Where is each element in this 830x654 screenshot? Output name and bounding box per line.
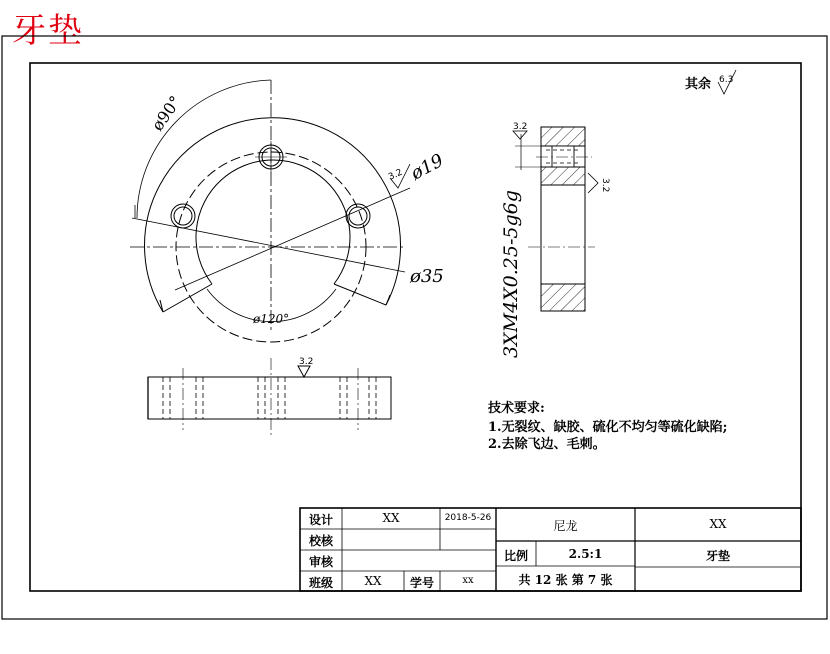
dim-thread: 3XM4X0.25-5g6g [500,190,522,358]
tb-check-label: 校核 [308,534,333,548]
tb-part-name: 牙垫 [705,549,730,563]
hatch-top-a [541,127,585,146]
cut-edge-left [163,284,212,312]
tb-scale-label: 比例 [503,549,528,563]
tb-scale-value: 2.5:1 [568,547,603,561]
tb-class-value: XX [364,574,382,588]
rough-top-front: 3.2 [299,357,314,367]
dim-dia-35: ø35 [410,266,444,287]
dim-angle-90: ø90° [147,92,186,135]
tb-sheet-info: 共 12 张 第 7 张 [518,573,613,587]
tb-design-label: 设计 [308,513,333,527]
tb-review-label: 审核 [308,555,333,569]
rough-side-top: 3.2 [513,122,528,132]
outer-border [2,36,827,619]
inner-arc [196,160,350,284]
tb-material: 尼龙 [553,519,578,533]
surface-roughness-value: 6.3 [719,75,734,85]
roughness-symbol-front [298,366,310,377]
tb-class-label: 班级 [308,576,333,590]
hatch-bottom [541,284,585,311]
tech-req-item-1: 1.无裂纹、缺胶、硫化不均匀等硫化缺陷; [488,420,728,435]
cut-edge-right [334,284,386,305]
surface-note-label: 其余 [685,77,712,92]
dim-dia-120: ø120° [253,312,290,326]
hatch-top-b [541,167,585,185]
tb-design-value: XX [382,511,400,525]
drawing-title: 牙垫 [12,11,84,51]
tech-req-item-2: 2.去除飞边、毛刺。 [488,437,606,452]
tb-student-no-value: xx [462,575,474,586]
tb-company: XX [709,517,727,531]
rough-side-right: 3.2 [600,178,610,193]
rough-hole: 3.2 [387,167,405,183]
dim-hole-19: ø19 [407,150,448,185]
hole-left [171,204,195,228]
tb-date: 2018-5-26 [444,513,492,523]
front-view [148,358,391,435]
hole-right [346,204,370,228]
tech-req-heading: 技术要求: [488,401,545,416]
hole-top [255,141,287,173]
tb-student-no-label: 学号 [409,576,434,590]
side-section-view [513,127,598,311]
